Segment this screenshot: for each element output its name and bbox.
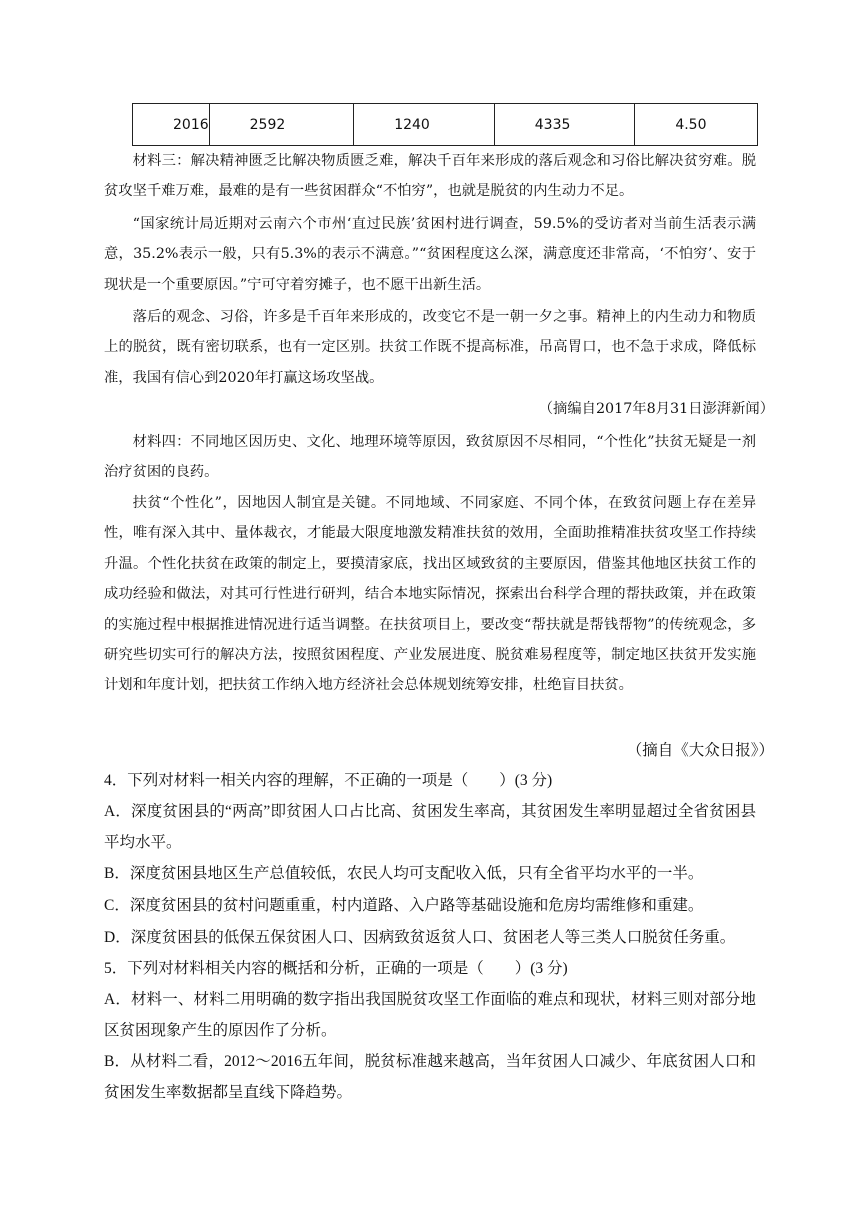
question-4-option-a[interactable]: A．深度贫困县的“两高”即贫困人口占比高、贫困发生率高，其贫困发生率明显超过全省贫困县平均水平。 (104, 803, 756, 851)
table-cell: 4.50 (635, 104, 758, 146)
table-cell: 4335 (494, 104, 635, 146)
question-4-option-b[interactable]: B．深度贫困县地区生产总值较低，农民人均可支配收入低，只有全省平均水平的一半。 (104, 865, 704, 882)
table-row (133, 104, 758, 146)
question-5-option-b[interactable]: B．从材料二看，2012～2016五年间，脱贫标准越来越高，当年贫困人口减少、年底贫困人口和贫困发生率数据都呈直线下降趋势。 (104, 1053, 756, 1101)
material4-intro: 材料四：不同地区因历史、文化、地理环境等原因，致贫原因不尽相同，“个性化”扶贫无疑是一剂治疗贫困的良药。 (104, 434, 756, 481)
table-cell: 1240 (354, 104, 495, 146)
table-cell: 2592 (209, 104, 354, 146)
material3-intro: 材料三：解决精神匮乏比解决物质匮乏难，解决千百年来形成的落后观念和习俗比解决贫穷难。脱贫攻坚千难万难，最难的是有一些贫困群众“不怕穷”，也就是脱贫的内生动力不足。 (104, 153, 756, 200)
question-5-stem: 5．下列对材料相关内容的概括和分析，正确的一项是（ ）(3 分) (104, 960, 568, 977)
material4-para2: 扶贫“个性化”，因地因人制宜是关键。不同地域、不同家庭、不同个体，在致贫问题上存在差异性，唯有深入其中、量体裁衣，才能最大限度地激发精准扶贫的效用，全面助推精准扶贫攻坚工作持续升温。个性化扶贫在政策的制定上，要摸清家底，找出区域致贫的主要原因，借鉴其他地区扶贫工作的成功经验和做法，对其可行性进行研判，结合本地实际情况，探索出台科学合理的帮扶政策，并在政策的实施过程中根据推进情况进行适当调整。在扶贫项目上，要改变“帮扶就是帮钱帮物”的传统观念，多研究些切实可行的解决方法，按照贫困程度、产业发展进度、脱贫难易程度等，制定地区扶贫开发实施计划和年度计划，把扶贫工作纳入地方经济社会总体规划统筹安排，杜绝盲目扶贫。 (104, 495, 756, 694)
question-4-option-d[interactable]: D．深度贫困县的低保五保贫困人口、因病致贫返贫人口、贫困老人等三类人口脱贫任务重。 (104, 929, 736, 946)
table-cell-year: 2016 (133, 104, 210, 146)
material3-para3: 落后的观念、习俗，许多是千百年来形成的，改变它不是一朝一夕之事。精神上的内生动力和物质上的脱贫，既有密切联系，也有一定区别。扶贫工作既不提高标准，吊高胃口，也不急于求成，降低标准，我国有信心到2020年打赢这场攻坚战。 (104, 309, 756, 386)
data-table (132, 103, 758, 146)
question-4-stem: 4．下列对材料一相关内容的理解，不正确的一项是（ ）(3 分) (104, 772, 553, 789)
question-4-option-c[interactable]: C．深度贫困县的贫村问题重重，村内道路、入户路等基础设施和危房均需维修和重建。 (104, 897, 704, 914)
material4-source: （摘自《大众日报》） (626, 742, 774, 759)
material3-source: （摘编自2017年8月31日澎湃新闻） (538, 401, 774, 417)
question-5-option-a[interactable]: A．材料一、材料二用明确的数字指出我国脱贫攻坚工作面临的难点和现状，材料三则对部分地区贫困现象产生的原因作了分析。 (104, 991, 756, 1039)
material3-para2: “国家统计局近期对云南六个市州‘直过民族’贫困村进行调查，59.5%的受访者对当前生活表示满意，35.2%表示一般，只有5.3%的表示不满意。”“贫困程度这么深，满意度还非常高，‘不怕穷’、安于现状是一个重要原因。”宁可守着穷摊子，也不愿干出新生活。 (104, 216, 756, 293)
